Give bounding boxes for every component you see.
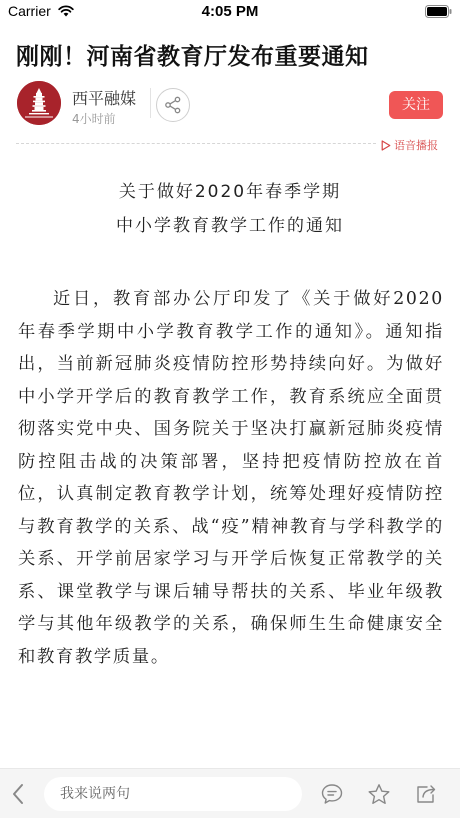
play-triangle-icon xyxy=(381,140,391,151)
status-time: 4:05 PM xyxy=(201,3,259,20)
battery-icon xyxy=(425,5,452,18)
publisher-logo-icon xyxy=(17,81,61,125)
status-bar xyxy=(0,0,460,24)
article-body: 近日，教育部办公厅印发了《关于做好2020年春季学期中小学教育教学工作的通知》。通知指出，当前新冠肺炎疫情防控形势持续向好。为做好中小学开学后的教育教学工作，教育系统应全面贯彻落实党中央、国务院关于坚决打赢新冠肺炎疫情防控阻击战的决策部署，坚持把疫情防控放在首位，认真制定教育教学计划，统筹处理好疫情防控与教育教学的关系、战“疫”精神教育与学科教学的关系、开学前居家学习与开学后恢复正常教学的关系、课堂教学与课后辅导帮扶的关系、毕业年级教学与其他年级教学的关系，确保师生生命健康安全和教育教学质量。 xyxy=(18,289,444,667)
divider xyxy=(150,88,151,118)
bottom-toolbar xyxy=(0,768,460,818)
publisher-avatar[interactable] xyxy=(17,81,61,125)
publisher-name[interactable]: 西平融媒 xyxy=(72,89,137,108)
tts-button[interactable] xyxy=(381,137,438,153)
article-title-line-1: 关于做好2020年春季学期 xyxy=(118,182,342,202)
favorite-button[interactable] xyxy=(366,781,392,807)
tts-label: 语音播报 xyxy=(394,139,438,152)
post-time: 4小时前 xyxy=(72,112,116,126)
comment-icon xyxy=(320,783,344,805)
comment-input[interactable] xyxy=(44,777,302,811)
back-button[interactable] xyxy=(6,781,30,807)
share-button[interactable] xyxy=(156,88,190,122)
chevron-left-icon xyxy=(11,783,25,805)
forward-icon xyxy=(414,783,438,805)
article-headline: 刚刚！河南省教育厅发布重要通知 xyxy=(16,44,369,70)
carrier-label: Carrier xyxy=(8,3,51,19)
section-divider xyxy=(16,143,376,144)
article-title-line-2: 中小学教育教学工作的通知 xyxy=(116,216,344,236)
follow-button[interactable]: 关注 xyxy=(389,91,443,119)
star-icon xyxy=(367,783,391,806)
forward-button[interactable] xyxy=(413,781,439,807)
comment-button[interactable] xyxy=(319,781,345,807)
share-icon xyxy=(164,96,182,114)
